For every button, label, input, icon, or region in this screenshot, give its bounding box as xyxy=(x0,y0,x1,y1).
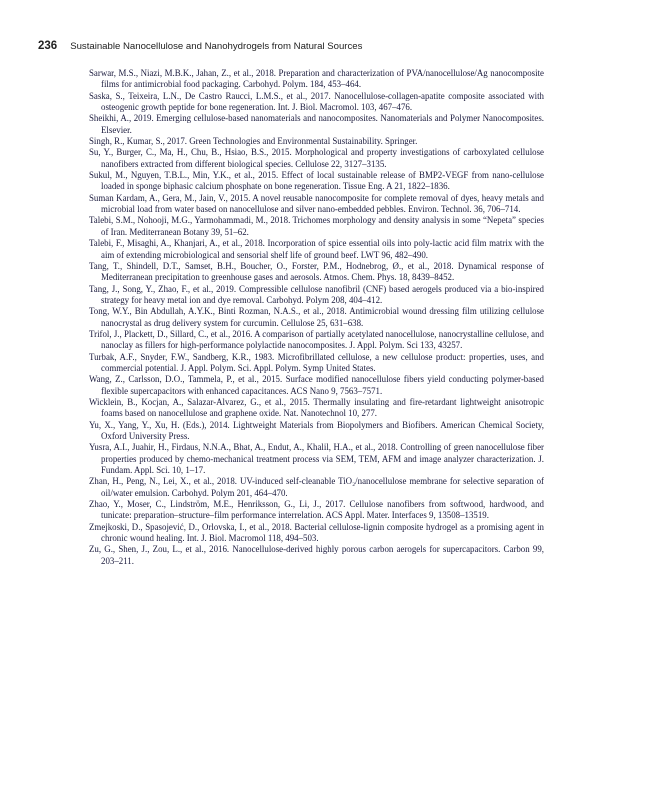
reference-entry: Turbak, A.F., Snyder, F.W., Sandberg, K.R., 1983. Microfibrillated cellulose, a new cellulose product: properties, uses, and commercial potential. J. Appl. Polym. Sci. Appl. Polym. Symp United States. xyxy=(89,351,544,373)
reference-entry: Tang, J., Song, Y., Zhao, F., et al., 2019. Compressible cellulose nanofibril (CNF) based aerogels produced via a bio-inspired strategy for heavy metal ion and dye removal. Carbohyd. Polym 208, 404–412. xyxy=(89,283,544,305)
reference-entry: Zhan, H., Peng, N., Lei, X., et al., 2018. UV-induced self-cleanable TiO₂/nanocellulose membrane for selective separation of oil/water emulsion. Carbohyd. Polym 201, 464–470. xyxy=(89,476,544,498)
reference-entry: Su, Y., Burger, C., Ma, H., Chu, B., Hsiao, B.S., 2015. Morphological and property investigations of carboxylated cellulose nanofibers extracted from different biological species. Cellulose 22, 3127–3135. xyxy=(89,147,544,169)
running-header xyxy=(38,40,618,56)
reference-entry: Talebi, F., Misaghi, A., Khanjari, A., et al., 2018. Incorporation of spice essential oils into poly-lactic acid film matrix with the aim of extending microbiological and sensorial shelf life of ground beef. LWT 96, 482–490. xyxy=(89,238,544,260)
reference-entry: Zhao, Y., Moser, C., Lindström, M.E., Henriksson, G., Li, J., 2017. Cellulose nanofibers from softwood, hardwood, and tunicate: preparation–structure–film performance interrelation. ACS Appl. Mater. Interfaces 9, 13508–13519. xyxy=(89,499,544,521)
reference-entry: Talebi, S.M., Nohooji, M.G., Yarmohammadi, M., 2018. Trichomes morphology and density analysis in some “Nepeta” species of Iran. Mediterranean Botany 39, 51–62. xyxy=(89,215,544,237)
reference-entry: Yu, X., Yang, Y., Xu, H. (Eds.), 2014. Lightweight Materials from Biopolymers and Biofibers. American Chemical Society, Oxford University Press. xyxy=(89,419,544,441)
reference-entry: Sukul, M., Nguyen, T.B.L., Min, Y.K., et al., 2015. Effect of local sustainable release of BMP2-VEGF from nano-cellulose loaded in sponge biphasic calcium phosphate on bone regeneration. Tissue Eng. A 21, 1822–1836. xyxy=(89,170,544,192)
reference-entry: Saska, S., Teixeira, L.N., De Castro Raucci, L.M.S., et al., 2017. Nanocellulose-collagen-apatite composite associated with osteogenic growth peptide for bone regeneration. Int. J. Biol. Macromol. 103, 467–476. xyxy=(89,90,544,113)
reference-entry: Tang, T., Shindell, D.T., Samset, B.H., Boucher, O., Forster, P.M., Hodnebrog, Ø., et al., 2018. Dynamical response of Mediterranean precipitation to greenhouse gases and aerosols. Atmos. Chem. Phys. 18, 8439–8452. xyxy=(89,260,544,283)
reference-entry: Singh, R., Kumar, S., 2017. Green Technologies and Environmental Sustainability. Springer. xyxy=(89,136,418,147)
reference-entry: Suman Kardam, A., Gera, M., Jain, V., 2015. A novel reusable nanocomposite for complete removal of dyes, heavy metals and microbial load from water based on nanocellulose and silver nano-embedded pebbles. Environ. Technol. 36, 706–714. xyxy=(89,192,544,215)
book-title: Sustainable Nanocellulose and Nanohydrogels from Natural Sources xyxy=(70,41,363,52)
reference-entry: Tong, W.Y., Bin Abdullah, A.Y.K., Binti Rozman, N.A.S., et al., 2018. Antimicrobial wound dressing film utilizing cellulose nanocrystal as drug delivery system for curcumin. Cellulose 25, 631–638. xyxy=(89,306,544,328)
reference-entry: Wang, Z., Carlsson, D.O., Tammela, P., et al., 2015. Surface modified nanocellulose fibers yield conducting polymer-based flexible supercapacitors with enhanced capacitances. ACS Nano 9, 7563–7571. xyxy=(89,374,544,396)
page-number: 236 xyxy=(38,40,58,52)
reference-entry: Sarwar, M.S., Niazi, M.B.K., Jahan, Z., et al., 2018. Preparation and characterization of PVA/nanocellulose/Ag nanocomposite films for antimicrobial food packaging. Carbohyd. Polym. 184, 453–464. xyxy=(89,68,544,90)
reference-entry: Zmejkoski, D., Spasojević, D., Orlovska, I., et al., 2018. Bacterial cellulose-lignin composite hydrogel as a promising agent in chronic wound healing. Int. J. Biol. Macromol 118, 494–503. xyxy=(89,521,544,544)
reference-entry: Zu, G., Shen, J., Zou, L., et al., 2016. Nanocellulose-derived highly porous carbon aerogels for supercapacitors. Carbon 99, 203–211. xyxy=(89,544,544,566)
reference-entry: Sheikhi, A., 2019. Emerging cellulose-based nanomaterials and nanocomposites. Nanomaterials and Polymer Nanocomposites. Elsevier. xyxy=(89,113,544,135)
reference-entry: Wicklein, B., Kocjan, A., Salazar-Alvarez, G., et al., 2015. Thermally insulating and fire-retardant lightweight anisotropic foams based on nanocellulose and graphene oxide. Nat. Nanotechnol 10, 277. xyxy=(89,396,544,419)
reference-entry: Yusra, A.I., Juahir, H., Firdaus, N.N.A., Bhat, A., Endut, A., Khalil, H.A., et al., 2018. Controlling of green nanocellulose fiber properties produced by chemo-mechanical treatment process via SEM, TEM, AFM and image analyzer characterization. J. Fundam. Appl. Sci. 10, 1–17. xyxy=(89,442,544,476)
reference-list xyxy=(89,68,544,567)
reference-entry: Trifol, J., Plackett, D., Sillard, C., et al., 2016. A comparison of partially acetylated nanocellulose, nanocrystalline cellulose, and nanoclay as fillers for high-performance polylactide nanocomposites. J. Appl. Polym. Sci 133, 43257. xyxy=(89,328,544,351)
